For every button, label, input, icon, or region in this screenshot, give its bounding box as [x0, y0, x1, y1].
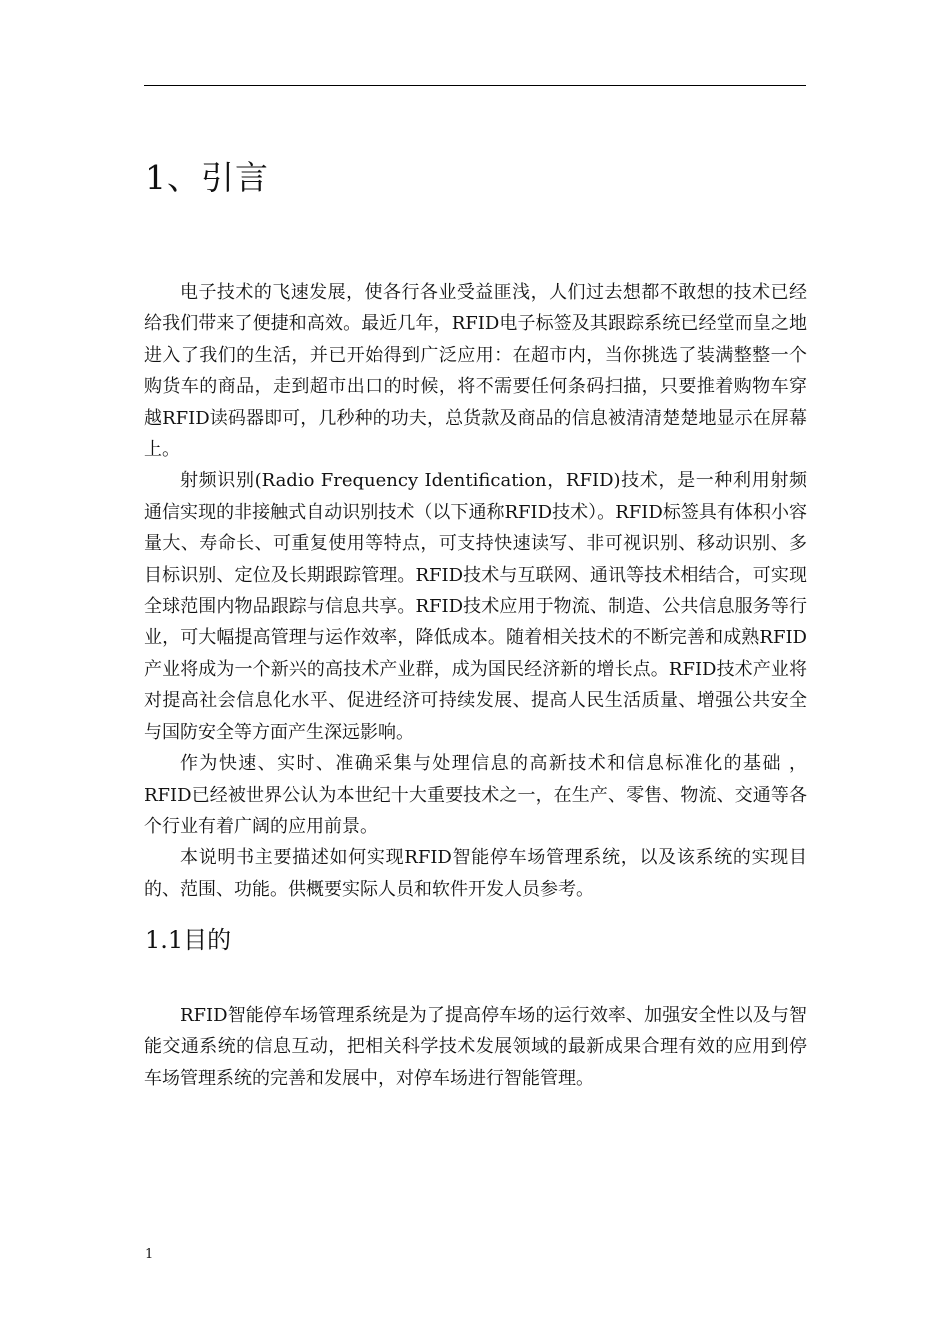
section-heading-introduction: 1、引言: [145, 158, 269, 197]
paragraph: RFID智能停车场管理系统是为了提高停车场的运行效率、加强安全性以及与智能交通系统的信息互动，把相关科学技术发展领域的最新成果合理有效的应用到停车场管理系统的完善和发展中，对停车场进行智能管理。: [144, 1005, 807, 1089]
paragraph: 作为快速、实时、准确采集与处理信息的高新技术和信息标准化的基础 ，RFID已经被世界公认为本世纪十大重要技术之一，在生产、零售、物流、交通等各个行业有着广阔的应用前景。: [144, 753, 807, 837]
page-number: 1: [145, 1247, 154, 1262]
purpose-body: [144, 1000, 807, 1094]
paragraph: 电子技术的飞速发展，使各行各业受益匪浅，人们过去想都不敢想的技术已经给我们带来了便捷和高效。最近几年，RFID电子标签及其跟踪系统已经堂而皇之地进入了我们的生活，并已开始得到广泛应用：在超市内，当你挑选了装满整整一个购货车的商品，走到超市出口的时候，将不需要任何条码扫描，只要推着购物车穿越RFID读码器即可，几秒种的功夫，总货款及商品的信息被清清楚楚地显示在屏幕上。: [144, 282, 807, 461]
paragraph: 本说明书主要描述如何实现RFID智能停车场管理系统，以及该系统的实现目的、范围、功能。供概要实际人员和软件开发人员参考。: [144, 847, 807, 900]
introduction-body: [144, 277, 807, 905]
header-rule: [144, 85, 806, 86]
paragraph: 射频识别(Radio Frequency Identification，RFID)技术，是一种利用射频通信实现的非接触式自动识别技术（以下通称RFID技术）。RFID标签具有体积小容量大、寿命长、可重复使用等特点，可支持快速读写、非可视识别、移动识别、多目标识别、定位及长期跟踪管理。RFID技术与互联网、通讯等技术相结合，可实现全球范围内物品跟踪与信息共享。RFID技术应用于物流、制造、公共信息服务等行业，可大幅提高管理与运作效率，降低成本。随着相关技术的不断完善和成熟RFID产业将成为一个新兴的高技术产业群，成为国民经济新的增长点。RFID技术产业将对提高社会信息化水平、促进经济可持续发展、提高人民生活质量、增强公共安全与国防安全等方面产生深远影响。: [144, 470, 807, 743]
section-heading-purpose: 1.1目的: [145, 926, 232, 954]
